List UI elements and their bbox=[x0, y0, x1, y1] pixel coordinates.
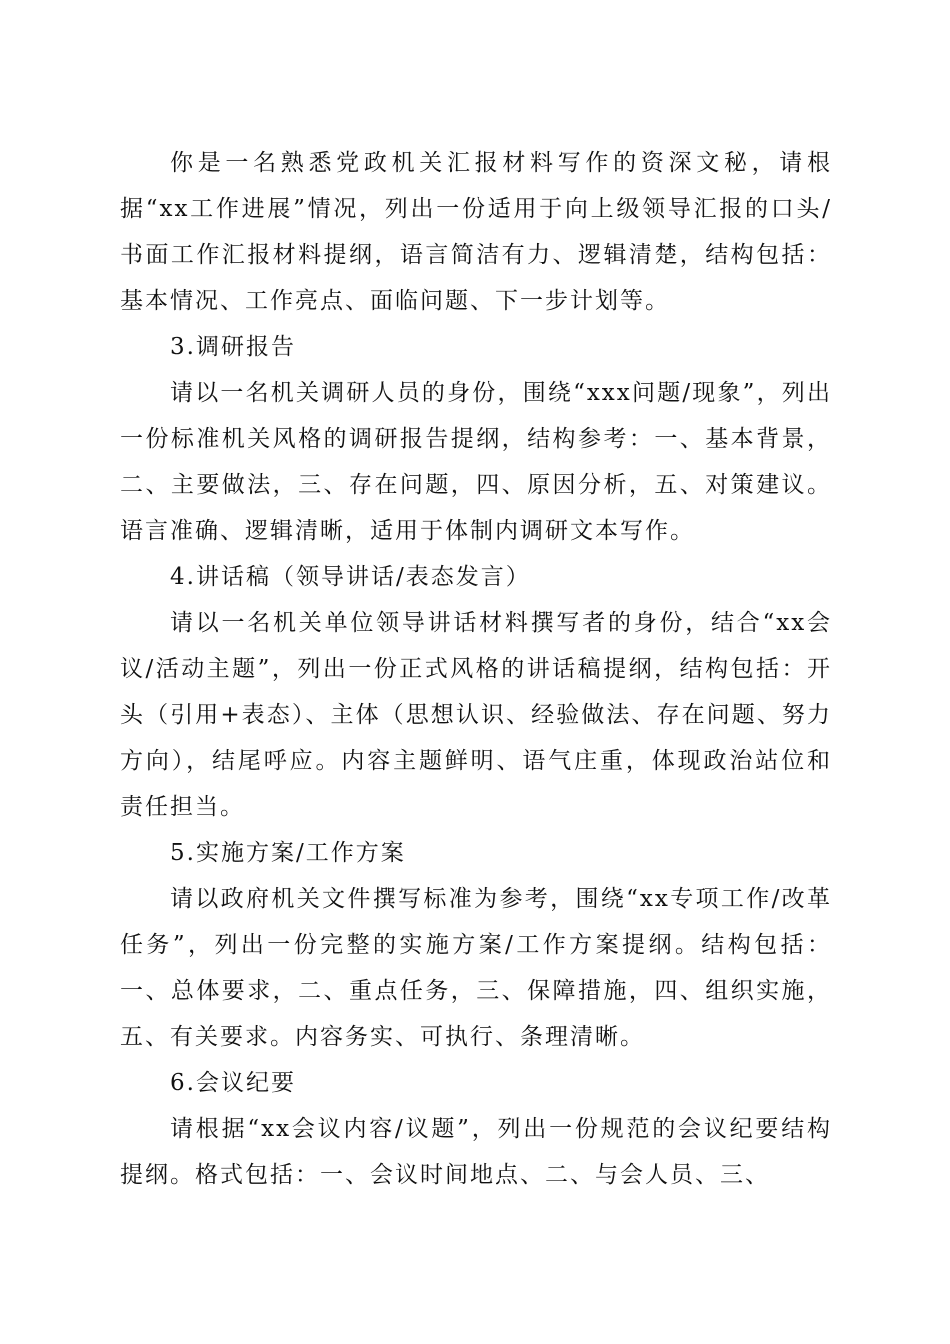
paragraph-research-report-prompt: 请以一名机关调研人员的身份，围绕“xxx问题/现象”，列出一份标准机关风格的调研报告提纲，结构参考：一、基本背景，二、主要做法，三、存在问题，四、原因分析，五、对策建议。语言准确、逻辑清晰，适用于体制内调研文本写作。 bbox=[120, 380, 832, 544]
heading-meeting-minutes: 6.会议纪要 bbox=[170, 1070, 296, 1096]
paragraph-speech-draft-prompt: 请以一名机关单位领导讲话材料撰写者的身份，结合“xx会议/活动主题”，列出一份正式风格的讲话稿提纲，结构包括：开头（引用+表态）、主体（思想认识、经验做法、存在问题、努力方向），结尾呼应。内容主题鲜明、语气庄重，体现政治站位和责任担当。 bbox=[120, 610, 832, 820]
document-body bbox=[120, 140, 832, 1198]
heading-research-report: 3.调研报告 bbox=[170, 334, 296, 360]
heading-speech-draft: 4.讲话稿（领导讲话/表态发言） bbox=[170, 564, 531, 590]
paragraph-implementation-plan-prompt: 请以政府机关文件撰写标准为参考，围绕“xx专项工作/改革任务”，列出一份完整的实施方案/工作方案提纲。结构包括：一、总体要求，二、重点任务，三、保障措施，四、组织实施，五、有关要求。内容务实、可执行、条理清晰。 bbox=[120, 886, 832, 1050]
heading-implementation-plan: 5.实施方案/工作方案 bbox=[170, 840, 406, 866]
paragraph-work-report-prompt: 你是一名熟悉党政机关汇报材料写作的资深文秘，请根据“xx工作进展”情况，列出一份适用于向上级领导汇报的口头/书面工作汇报材料提纲，语言简洁有力、逻辑清楚，结构包括：基本情况、工作亮点、面临问题、下一步计划等。 bbox=[120, 150, 832, 314]
paragraph-meeting-minutes-prompt: 请根据“xx会议内容/议题”，列出一份规范的会议纪要结构提纲。格式包括：一、会议时间地点、二、与会人员、三、 bbox=[120, 1116, 832, 1188]
